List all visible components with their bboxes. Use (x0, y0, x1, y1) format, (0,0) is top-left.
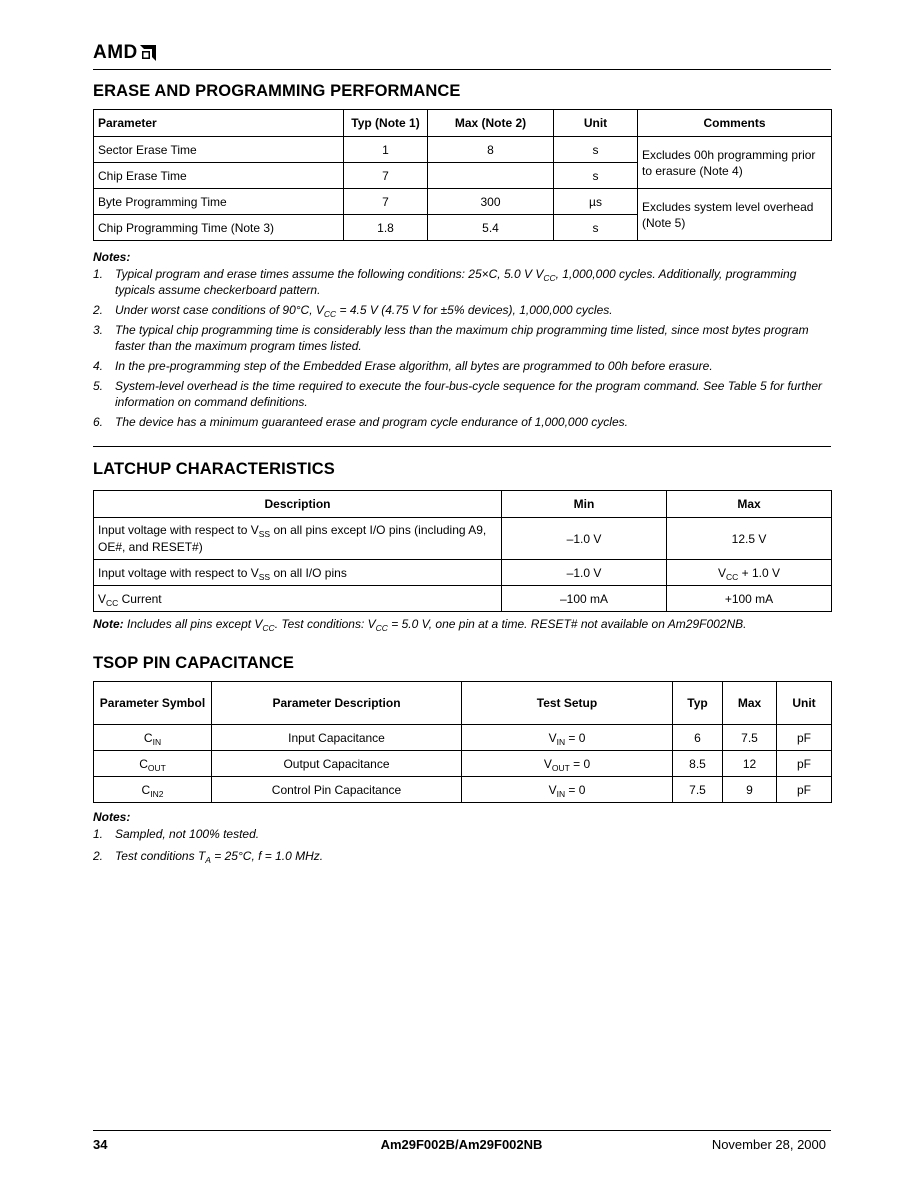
max-cell: 7.5 (723, 725, 777, 751)
logo-text: AMD (93, 42, 138, 63)
col-header-max: Max (667, 491, 832, 518)
note-text: Under worst case conditions of 90°C, $V_{CC} = 4.5$ V (4.75 V for ±5% devices), 1,000,000 cycles. (115, 303, 613, 319)
description-cell: Input Capacitance (212, 725, 462, 751)
note-text: System-level overhead is the time required to execute the four-bus-cycle sequence for the program command. See Table 5 for further information on command definitions. (115, 379, 823, 409)
max-cell: 300 (428, 189, 554, 215)
param-cell: Sector Erase Time (94, 137, 344, 163)
unit-cell: µs (554, 189, 638, 215)
typ-cell: 7 (344, 189, 428, 215)
unit-cell: s (554, 137, 638, 163)
typ-cell: 8.5 (673, 751, 723, 777)
note-number: 1. (93, 267, 104, 281)
note-item: 1. Sampled, not 100% tested. (93, 826, 831, 842)
tsop-capacitance-table (93, 681, 832, 803)
col-header-typ: Typ (Note 1) (344, 110, 428, 137)
min-cell: –1.0 V (502, 560, 667, 586)
latchup-section-title: LATCHUP CHARACTERISTICS (93, 460, 335, 478)
col-header-parameter: Parameter (94, 110, 344, 137)
col-header-max: Max (723, 682, 777, 725)
table-row (94, 725, 832, 751)
description-cell: Input voltage with respect to $V_{SS}$ on all pins except I/O pins (including A9, OE#, and RESET#) (94, 518, 502, 560)
col-header-symbol: Parameter Symbol (94, 682, 212, 725)
max-cell (428, 163, 554, 189)
test-setup-cell: $V_{OUT} = 0$ (462, 751, 673, 777)
typ-cell: 7.5 (673, 777, 723, 803)
unit-cell: s (554, 215, 638, 241)
note-text: The typical chip programming time is considerably less than the maximum chip programming time listed, since most bytes program faster than the maximum program times listed. (115, 323, 809, 353)
comment-cell: Excludes 00h programming prior to erasure (Note 4) (638, 137, 832, 189)
note-text: Test conditions $T_A = 25^\circ C$, f = 1.0 MHz. (115, 849, 324, 865)
note-item (93, 378, 831, 410)
table-row (94, 518, 832, 560)
table-row (94, 586, 832, 612)
table-row (94, 137, 832, 163)
typ-cell: 1 (344, 137, 428, 163)
tsop-notes (93, 810, 831, 868)
footer-rule (93, 1130, 831, 1131)
col-header-comments: Comments (638, 110, 832, 137)
param-cell: Chip Programming Time (Note 3) (94, 215, 344, 241)
publish-date: November 28, 2000 (711, 1137, 826, 1152)
erase-notes (93, 250, 831, 434)
tsop-section-title: TSOP PIN CAPACITANCE (93, 654, 294, 672)
table-row (94, 189, 832, 215)
test-setup-cell: $V_{IN} = 0$ (462, 777, 673, 803)
part-number: Am29F002B/Am29F002NB (380, 1137, 543, 1152)
col-header-unit: Unit (554, 110, 638, 137)
max-cell: 8 (428, 137, 554, 163)
note-number: 2. (93, 303, 104, 317)
typ-cell: 6 (673, 725, 723, 751)
section-rule (93, 446, 831, 447)
table-header-row (94, 491, 832, 518)
notes-heading: Notes: (93, 810, 131, 824)
col-header-description: Description (94, 491, 502, 518)
max-cell: 5.4 (428, 215, 554, 241)
erase-section-title: ERASE AND PROGRAMMING PERFORMANCE (93, 82, 461, 100)
max-cell: 12.5 V (667, 518, 832, 560)
test-setup-cell: $V_{IN} = 0$ (462, 725, 673, 751)
col-header-param-description: Parameter Description (212, 682, 462, 725)
param-cell: Byte Programming Time (94, 189, 344, 215)
typ-cell: 7 (344, 163, 428, 189)
note-item: 2. Test conditions $T_A = 25^\circ C$, f = 1.0 MHz. (93, 848, 831, 864)
max-cell: $V_{CC} + 1.0$ V (667, 560, 832, 586)
max-cell: 9 (723, 777, 777, 803)
notes-heading: Notes: (93, 250, 131, 264)
col-header-max: Max (Note 2) (428, 110, 554, 137)
unit-cell: pF (777, 777, 832, 803)
table-row (94, 560, 832, 586)
typ-cell: 1.8 (344, 215, 428, 241)
symbol-cell: $C_{IN2}$ (94, 777, 212, 803)
col-header-min: Min (502, 491, 667, 518)
note-number: 6. (93, 415, 104, 429)
note-number: 4. (93, 359, 104, 373)
note-item (93, 414, 831, 430)
param-cell: Chip Erase Time (94, 163, 344, 189)
description-cell: Control Pin Capacitance (212, 777, 462, 803)
latchup-note: Note: Includes all pins except $V_{CC}$. Test conditions: $V_{CC} = 5.0$ V, one pin at a time. RESET# not available on Am29F002NB. (93, 617, 747, 633)
max-cell: 12 (723, 751, 777, 777)
latchup-table (93, 490, 832, 612)
unit-cell: pF (777, 725, 832, 751)
note-label: Note: (93, 617, 124, 631)
min-cell: –100 mA (502, 586, 667, 612)
description-cell: $V_{CC}$ Current (94, 586, 502, 612)
col-header-test-setup: Test Setup (462, 682, 673, 725)
note-text: The device has a minimum guaranteed erase and program cycle endurance of 1,000,000 cycles. (115, 415, 628, 429)
description-cell: Input voltage with respect to $V_{SS}$ on all I/O pins (94, 560, 502, 586)
header-rule (93, 69, 831, 70)
note-number: 3. (93, 323, 104, 337)
table-row (94, 751, 832, 777)
symbol-cell: $C_{IN}$ (94, 725, 212, 751)
unit-cell: pF (777, 751, 832, 777)
note-text: Typical program and erase times assume the following conditions: 25×C, 5.0 V $V_{CC}$, 1,000,000 cycles. Additionally, programming typicals assume checkerboard pattern. (115, 267, 797, 297)
symbol-cell: $C_{OUT}$ (94, 751, 212, 777)
table-header-row (94, 110, 832, 137)
table-header-row (94, 682, 832, 725)
col-header-typ: Typ (673, 682, 723, 725)
erase-performance-table (93, 109, 832, 241)
max-cell: +100 mA (667, 586, 832, 612)
page-number: 34 (93, 1137, 108, 1152)
min-cell: –1.0 V (502, 518, 667, 560)
table-row (94, 777, 832, 803)
amd-arrow-icon (140, 45, 156, 61)
comment-cell: Excludes system level overhead (Note 5) (638, 189, 832, 241)
col-header-unit: Unit (777, 682, 832, 725)
note-text: Sampled, not 100% tested. (115, 827, 260, 841)
note-item (93, 322, 831, 354)
unit-cell: s (554, 163, 638, 189)
description-cell: Output Capacitance (212, 751, 462, 777)
note-item (93, 302, 831, 318)
note-text: In the pre-programming step of the Embedded Erase algorithm, all bytes are programmed to 00h before erasure. (115, 359, 713, 373)
note-number: 5. (93, 379, 104, 393)
note-item (93, 266, 831, 298)
amd-logo (93, 43, 156, 63)
note-item (93, 358, 831, 374)
